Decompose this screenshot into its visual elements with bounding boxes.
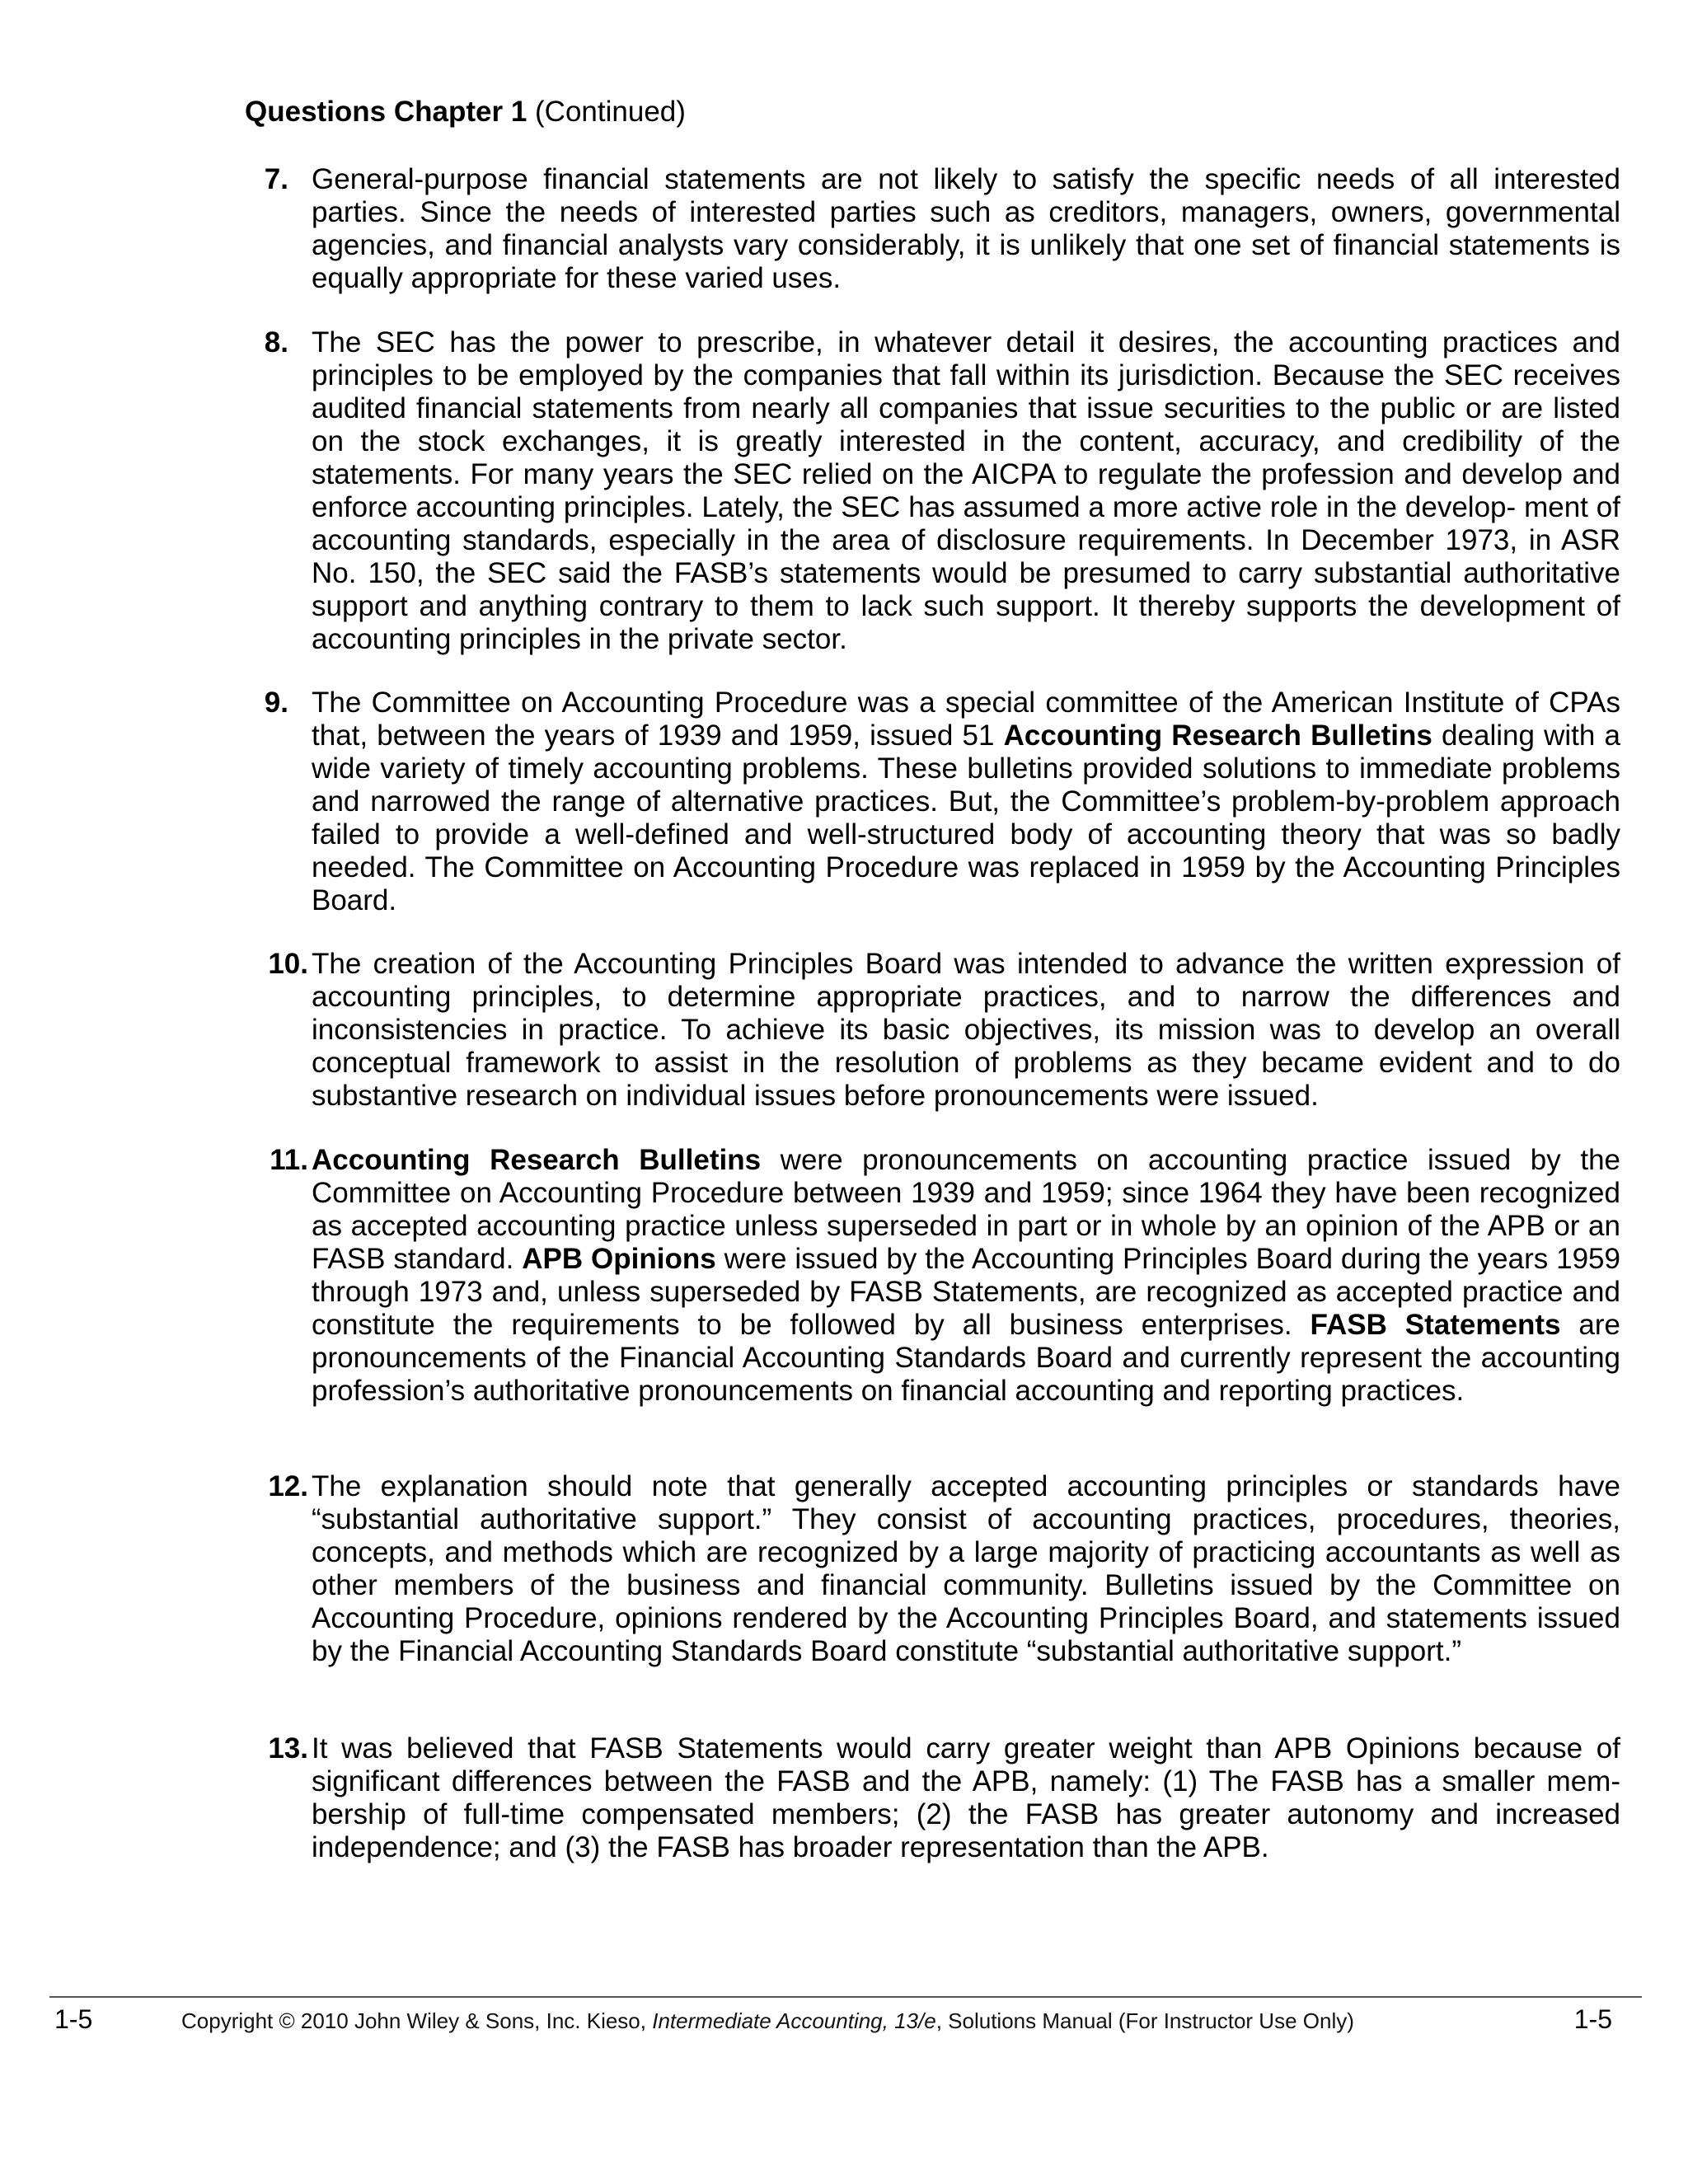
bold-term: Accounting Research Bulletins (1003, 719, 1432, 752)
book-title: Intermediate Accounting, 13/e (652, 2008, 936, 2033)
text-run: The explanation should note that generally accepted accounting principles or standards have “substantial authoritative support.” They consist of accounting practices, procedures, theories, concepts, and methods which are recognized by a large majority of practicing accountants as well as other members of the business and financial community. Bulletins issued by the Committee on Accounting Procedure, opinions rendered by the Accounting Principles Board, and statements issued by the Financial Accounting Standards Board constitute “substantial authoritative support.” (312, 1470, 1620, 1667)
text-run: were issued by the Accounting Principles Board during the years 1959 through 1973 and, unless superseded by FASB Statements, are recognized as accepted practice and constitute the requirements to be followed by all business enterprises. (312, 1243, 1620, 1341)
question-number: 10. (268, 948, 308, 980)
question-10 (246, 948, 1620, 1113)
heading-bold: Questions Chapter 1 (245, 96, 528, 128)
question-body (312, 163, 1620, 295)
copyright-suffix: , Solutions Manual (For Instructor Use Only) (935, 2008, 1354, 2033)
question-11 (246, 1144, 1620, 1408)
copyright-notice (181, 2004, 1354, 2037)
text-run: The Committee on Accounting Procedure was a special committee of the American Institute of CPAs that, between the years of 1939 and 1959, issued 51 (312, 687, 1620, 752)
question-12 (246, 1470, 1620, 1668)
question-number: 9. (264, 687, 288, 719)
copyright-prefix: Copyright © 2010 John Wiley & Sons, Inc. Kieso, (181, 2008, 653, 2033)
question-8 (246, 326, 1620, 656)
bold-term: Accounting Research Bulletins (312, 1144, 762, 1176)
text-run: were pronouncements on accounting practice issued by the Committee on Accounting Procedure between 1939 and 1959; since 1964 they have been recognized as accepted accounting practice unless superseded in part or in whole by an opinion of the APB or an FASB standard. (312, 1144, 1620, 1275)
text-run: dealing with a wide variety of timely accounting problems. These bulletins provided solutions to immediate problems and narrowed the range of alternative practices. But, the Committee’s problem-by-problem approach failed to provide a well-defined and well-structured body of accounting theory that was so badly needed. The Committee on Accounting Procedure was replaced in 1959 by the Accounting Principles Board. (312, 719, 1621, 916)
heading-continued: (Continued) (527, 96, 686, 128)
question-number: 13. (268, 1732, 308, 1765)
question-7 (246, 163, 1620, 295)
footer-rule (49, 1996, 1642, 1998)
question-body (312, 1732, 1620, 1864)
question-body (312, 1470, 1620, 1668)
bold-term: APB Opinions (522, 1243, 716, 1275)
question-number: 11. (270, 1144, 308, 1176)
question-number: 12. (268, 1470, 308, 1502)
question-number: 8. (264, 326, 288, 359)
text-run: are pronouncements of the Financial Accounting Standards Board and currently represent the accounting profession’s authoritative pronouncements on financial accounting and reporting practices. (312, 1309, 1620, 1407)
text-run: It was believed that FASB Statements would carry greater weight than APB Opinions because of significant differences between the FASB and the APB, namely: (1) The FASB has a smaller mem- bership of full-time compensated members; (2) the FASB has greater autonomy and increased independence; and (3) the FASB has broader representation than the APB. (312, 1732, 1620, 1863)
text-run: The creation of the Accounting Principles Board was intended to advance the written expression of accounting principles, to determine appropriate practices, and to narrow the differences and inconsistencies in practice. To achieve its basic objectives, its mission was to develop an overall conceptual framework to assist in the resolution of problems as they became evident and to do substantive research on individual issues before pronouncements were issued. (312, 948, 1620, 1112)
question-body (312, 948, 1620, 1113)
question-body (312, 326, 1620, 656)
question-number: 7. (264, 163, 288, 195)
question-body (312, 1144, 1620, 1408)
page-footer (0, 2003, 1688, 2036)
page-heading (245, 94, 686, 130)
text-run: The SEC has the power to prescribe, in whatever detail it desires, the accounting practices and principles to be employed by the companies that fall within its jurisdiction. Because the SEC receives audited financial statements from nearly all companies that issue securities to the public or are listed on the stock exchanges, it is greatly interested in the content, accuracy, and credibility of the statements. For many years the SEC relied on the AICPA to regulate the profession and develop and enforce accounting principles. Lately, the SEC has assumed a more active role in the develop- ment of accounting standards, especially in the area of disclosure requirements. In December 1973, in ASR No. 150, the SEC said the FASB’s statements would be presumed to carry substantial authoritative support and anything contrary to them to lack such support. It thereby supports the development of accounting principles in the private sector. (312, 326, 1620, 655)
page-number-left: 1-5 (54, 2004, 93, 2034)
text-run: General-purpose financial statements are not likely to satisfy the specific needs of all interested parties. Since the needs of interested parties such as creditors, managers, owners, governmental agencies, and financial analysts vary considerably, it is unlikely that one set of financial statements is equally appropriate for these varied uses. (312, 163, 1620, 294)
question-body (312, 687, 1620, 917)
question-13 (246, 1732, 1620, 1864)
bold-term: FASB Statements (1310, 1309, 1561, 1341)
page-number-right: 1-5 (1573, 2004, 1612, 2034)
question-9 (246, 687, 1620, 917)
